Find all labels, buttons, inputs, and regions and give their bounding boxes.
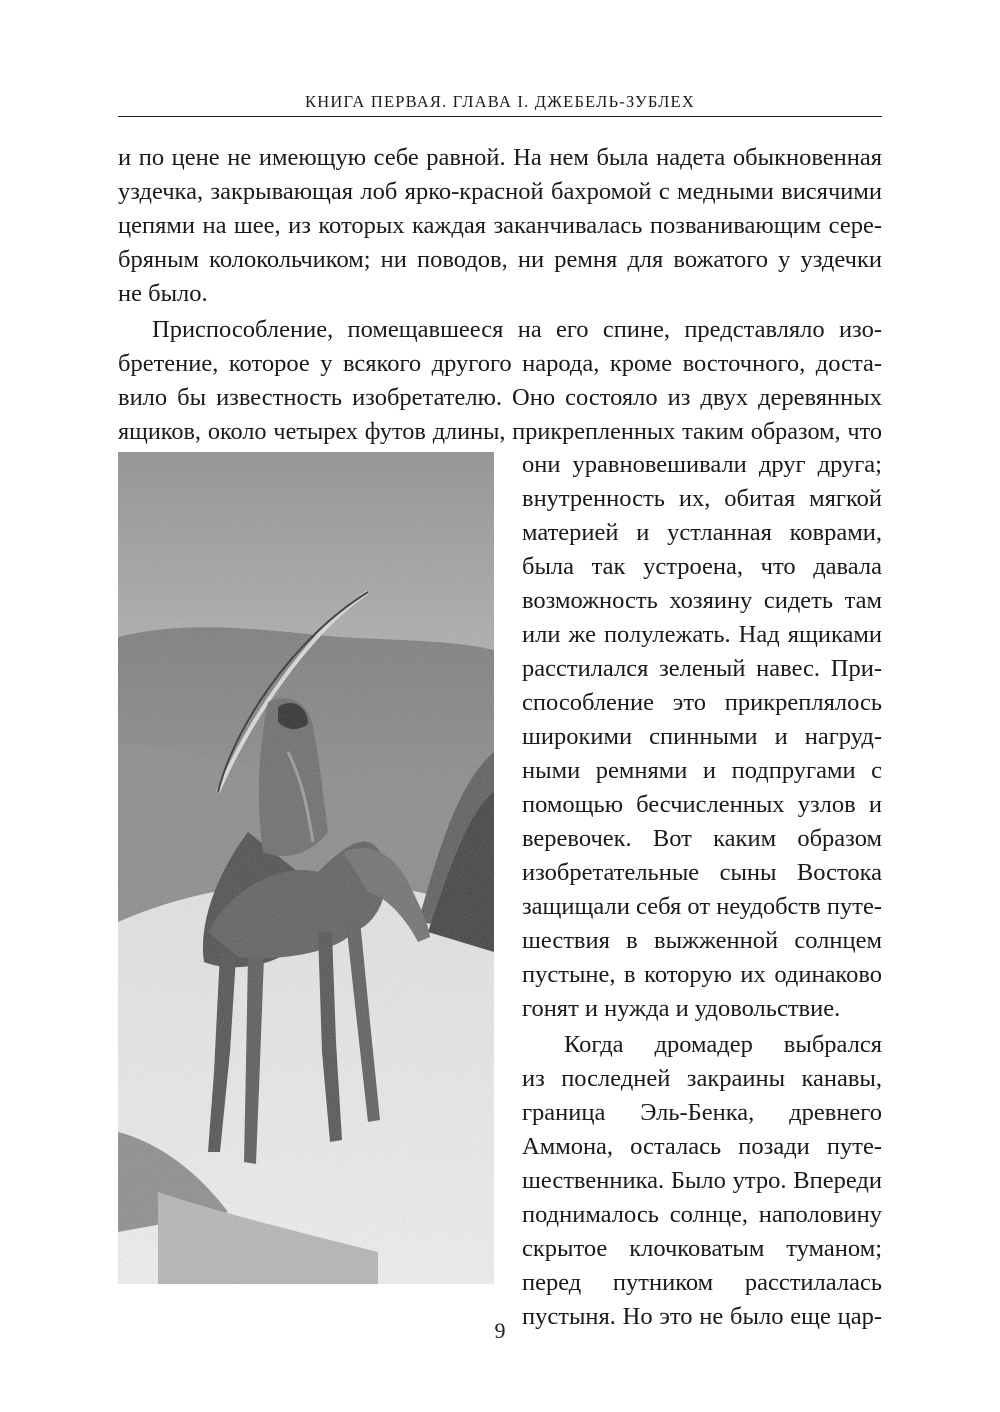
text-line: ными ремнями и подпругами с xyxy=(522,757,882,784)
text-line: вило бы известность изобретателю. Оно состояло из двух деревянных xyxy=(118,384,882,411)
text-line: цепями на шее, из которых каждая заканчивалась позванивающим сере- xyxy=(118,212,882,239)
text-line: они уравновешивали друг друга; xyxy=(522,451,882,478)
header-rule xyxy=(118,116,882,117)
illustration-camel-rider xyxy=(118,452,494,1284)
text-line: пустыне, в которую их одинаково xyxy=(522,961,882,988)
text-line: веревочек. Вот каким образом xyxy=(522,825,882,852)
text-line: Когда дромадер выбрался xyxy=(564,1031,882,1058)
text-line: широкими спинными и нагруд- xyxy=(522,723,882,750)
text-line: или же полулежать. Над ящиками xyxy=(522,621,882,648)
text-line: граница Эль-Бенка, древнего xyxy=(522,1099,882,1126)
text-line: Приспособление, помещавшееся на его спине, представляло изо- xyxy=(152,316,882,343)
text-line: защищали себя от неудобств путе- xyxy=(522,893,882,920)
text-line: внутренность их, обитая мягкой xyxy=(522,485,882,512)
text-line: бряным колокольчиком; ни поводов, ни ремня для вожатого у уздечки xyxy=(118,246,882,273)
text-line: бретение, которое у всякого другого народа, кроме восточного, доста- xyxy=(118,350,882,377)
running-head: КНИГА ПЕРВАЯ. ГЛАВА I. ДЖЕБЕЛЬ-ЗУБЛЕХ xyxy=(305,92,695,111)
text-line: из последней закраины канавы, xyxy=(522,1065,882,1092)
text-line: скрытое клочковатым туманом; xyxy=(522,1235,882,1262)
text-line: не было. xyxy=(118,280,208,307)
text-line: ящиков, около четырех футов длины, прикрепленных таким образом, что xyxy=(118,418,882,445)
text-line: расстилался зеленый навес. При- xyxy=(522,655,882,682)
text-line: пустыня. Но это не было еще цар- xyxy=(522,1303,882,1330)
text-line: была так устроена, что давала xyxy=(522,553,882,580)
text-line: уздечка, закрывающая лоб ярко-красной бахромой с медными висячими xyxy=(118,178,882,205)
text-line: и по цене не имеющую себе равной. На нем была надета обыкновенная xyxy=(118,144,882,171)
text-line: помощью бесчисленных узлов и xyxy=(522,791,882,818)
text-line: изобретательные сыны Востока xyxy=(522,859,882,886)
text-line: гонят и нужда и удовольствие. xyxy=(522,995,841,1022)
text-line: возможность хозяину сидеть там xyxy=(522,587,882,614)
text-line: шествия в выжженной солнцем xyxy=(522,927,882,954)
page-number: 9 xyxy=(494,1318,506,1343)
text-line: перед путником расстилалась xyxy=(522,1269,882,1296)
text-line: поднималось солнце, наполовину xyxy=(522,1201,882,1228)
text-line: материей и устланная коврами, xyxy=(522,519,882,546)
text-line: способление это прикреплялось xyxy=(522,689,882,716)
text-line: Аммона, осталась позади путе- xyxy=(522,1133,882,1160)
text-line: шественника. Было утро. Впереди xyxy=(522,1167,882,1194)
